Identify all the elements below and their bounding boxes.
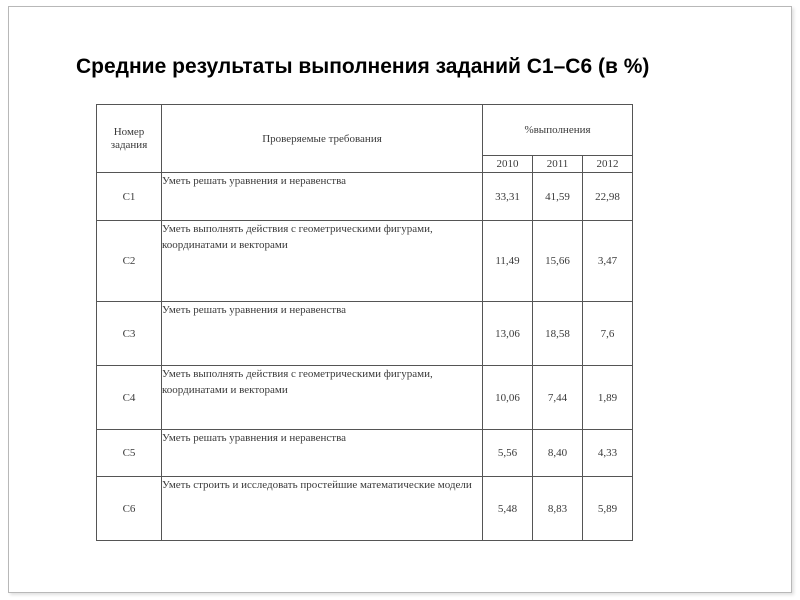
header-year-2011: 2011 xyxy=(533,156,583,173)
requirement-cell: Уметь решать уравнения и неравенства xyxy=(162,430,483,477)
header-year-2010: 2010 xyxy=(483,156,533,173)
header-percent-done: %выполнения xyxy=(483,105,633,156)
value-cell-2012: 4,33 xyxy=(583,430,633,477)
header-year-2012: 2012 xyxy=(583,156,633,173)
value-cell-2010: 5,56 xyxy=(483,430,533,477)
value-cell-2012: 1,89 xyxy=(583,366,633,430)
requirement-cell: Уметь решать уравнения и неравенства xyxy=(162,173,483,221)
value-cell-2011: 41,59 xyxy=(533,173,583,221)
value-cell-2012: 3,47 xyxy=(583,221,633,302)
table-row xyxy=(97,477,633,541)
table-row xyxy=(97,173,633,221)
value-cell-2011: 7,44 xyxy=(533,366,583,430)
requirement-cell: Уметь выполнять действия с геометрическими фигурами, координатами и векторами xyxy=(162,221,483,302)
value-cell-2010: 13,06 xyxy=(483,302,533,366)
table-row xyxy=(97,221,633,302)
task-number-cell: С5 xyxy=(97,430,162,477)
table-row xyxy=(97,366,633,430)
value-cell-2011: 8,83 xyxy=(533,477,583,541)
task-number-cell: С2 xyxy=(97,221,162,302)
header-row xyxy=(97,105,633,156)
value-cell-2011: 8,40 xyxy=(533,430,583,477)
value-cell-2012: 22,98 xyxy=(583,173,633,221)
table-row xyxy=(97,430,633,477)
value-cell-2010: 5,48 xyxy=(483,477,533,541)
value-cell-2010: 11,49 xyxy=(483,221,533,302)
task-number-cell: С1 xyxy=(97,173,162,221)
results-table xyxy=(96,104,633,541)
value-cell-2010: 10,06 xyxy=(483,366,533,430)
slide-title: Средние результаты выполнения заданий С1–С6 (в %) xyxy=(76,55,650,78)
value-cell-2012: 5,89 xyxy=(583,477,633,541)
header-requirements: Проверяемые требования xyxy=(162,105,483,173)
value-cell-2011: 18,58 xyxy=(533,302,583,366)
value-cell-2012: 7,6 xyxy=(583,302,633,366)
header-task-number xyxy=(97,105,162,173)
requirement-cell: Уметь решать уравнения и неравенства xyxy=(162,302,483,366)
header-task-number-line1: Номер xyxy=(113,125,145,138)
requirement-cell: Уметь выполнять действия с геометрическими фигурами, координатами и векторами xyxy=(162,366,483,430)
task-number-cell: С3 xyxy=(97,302,162,366)
task-number-cell: С6 xyxy=(97,477,162,541)
value-cell-2011: 15,66 xyxy=(533,221,583,302)
value-cell-2010: 33,31 xyxy=(483,173,533,221)
task-number-cell: С4 xyxy=(97,366,162,430)
header-task-number-line2: задания xyxy=(110,138,148,151)
requirement-cell: Уметь строить и исследовать простейшие математические модели xyxy=(162,477,483,541)
table-row xyxy=(97,302,633,366)
